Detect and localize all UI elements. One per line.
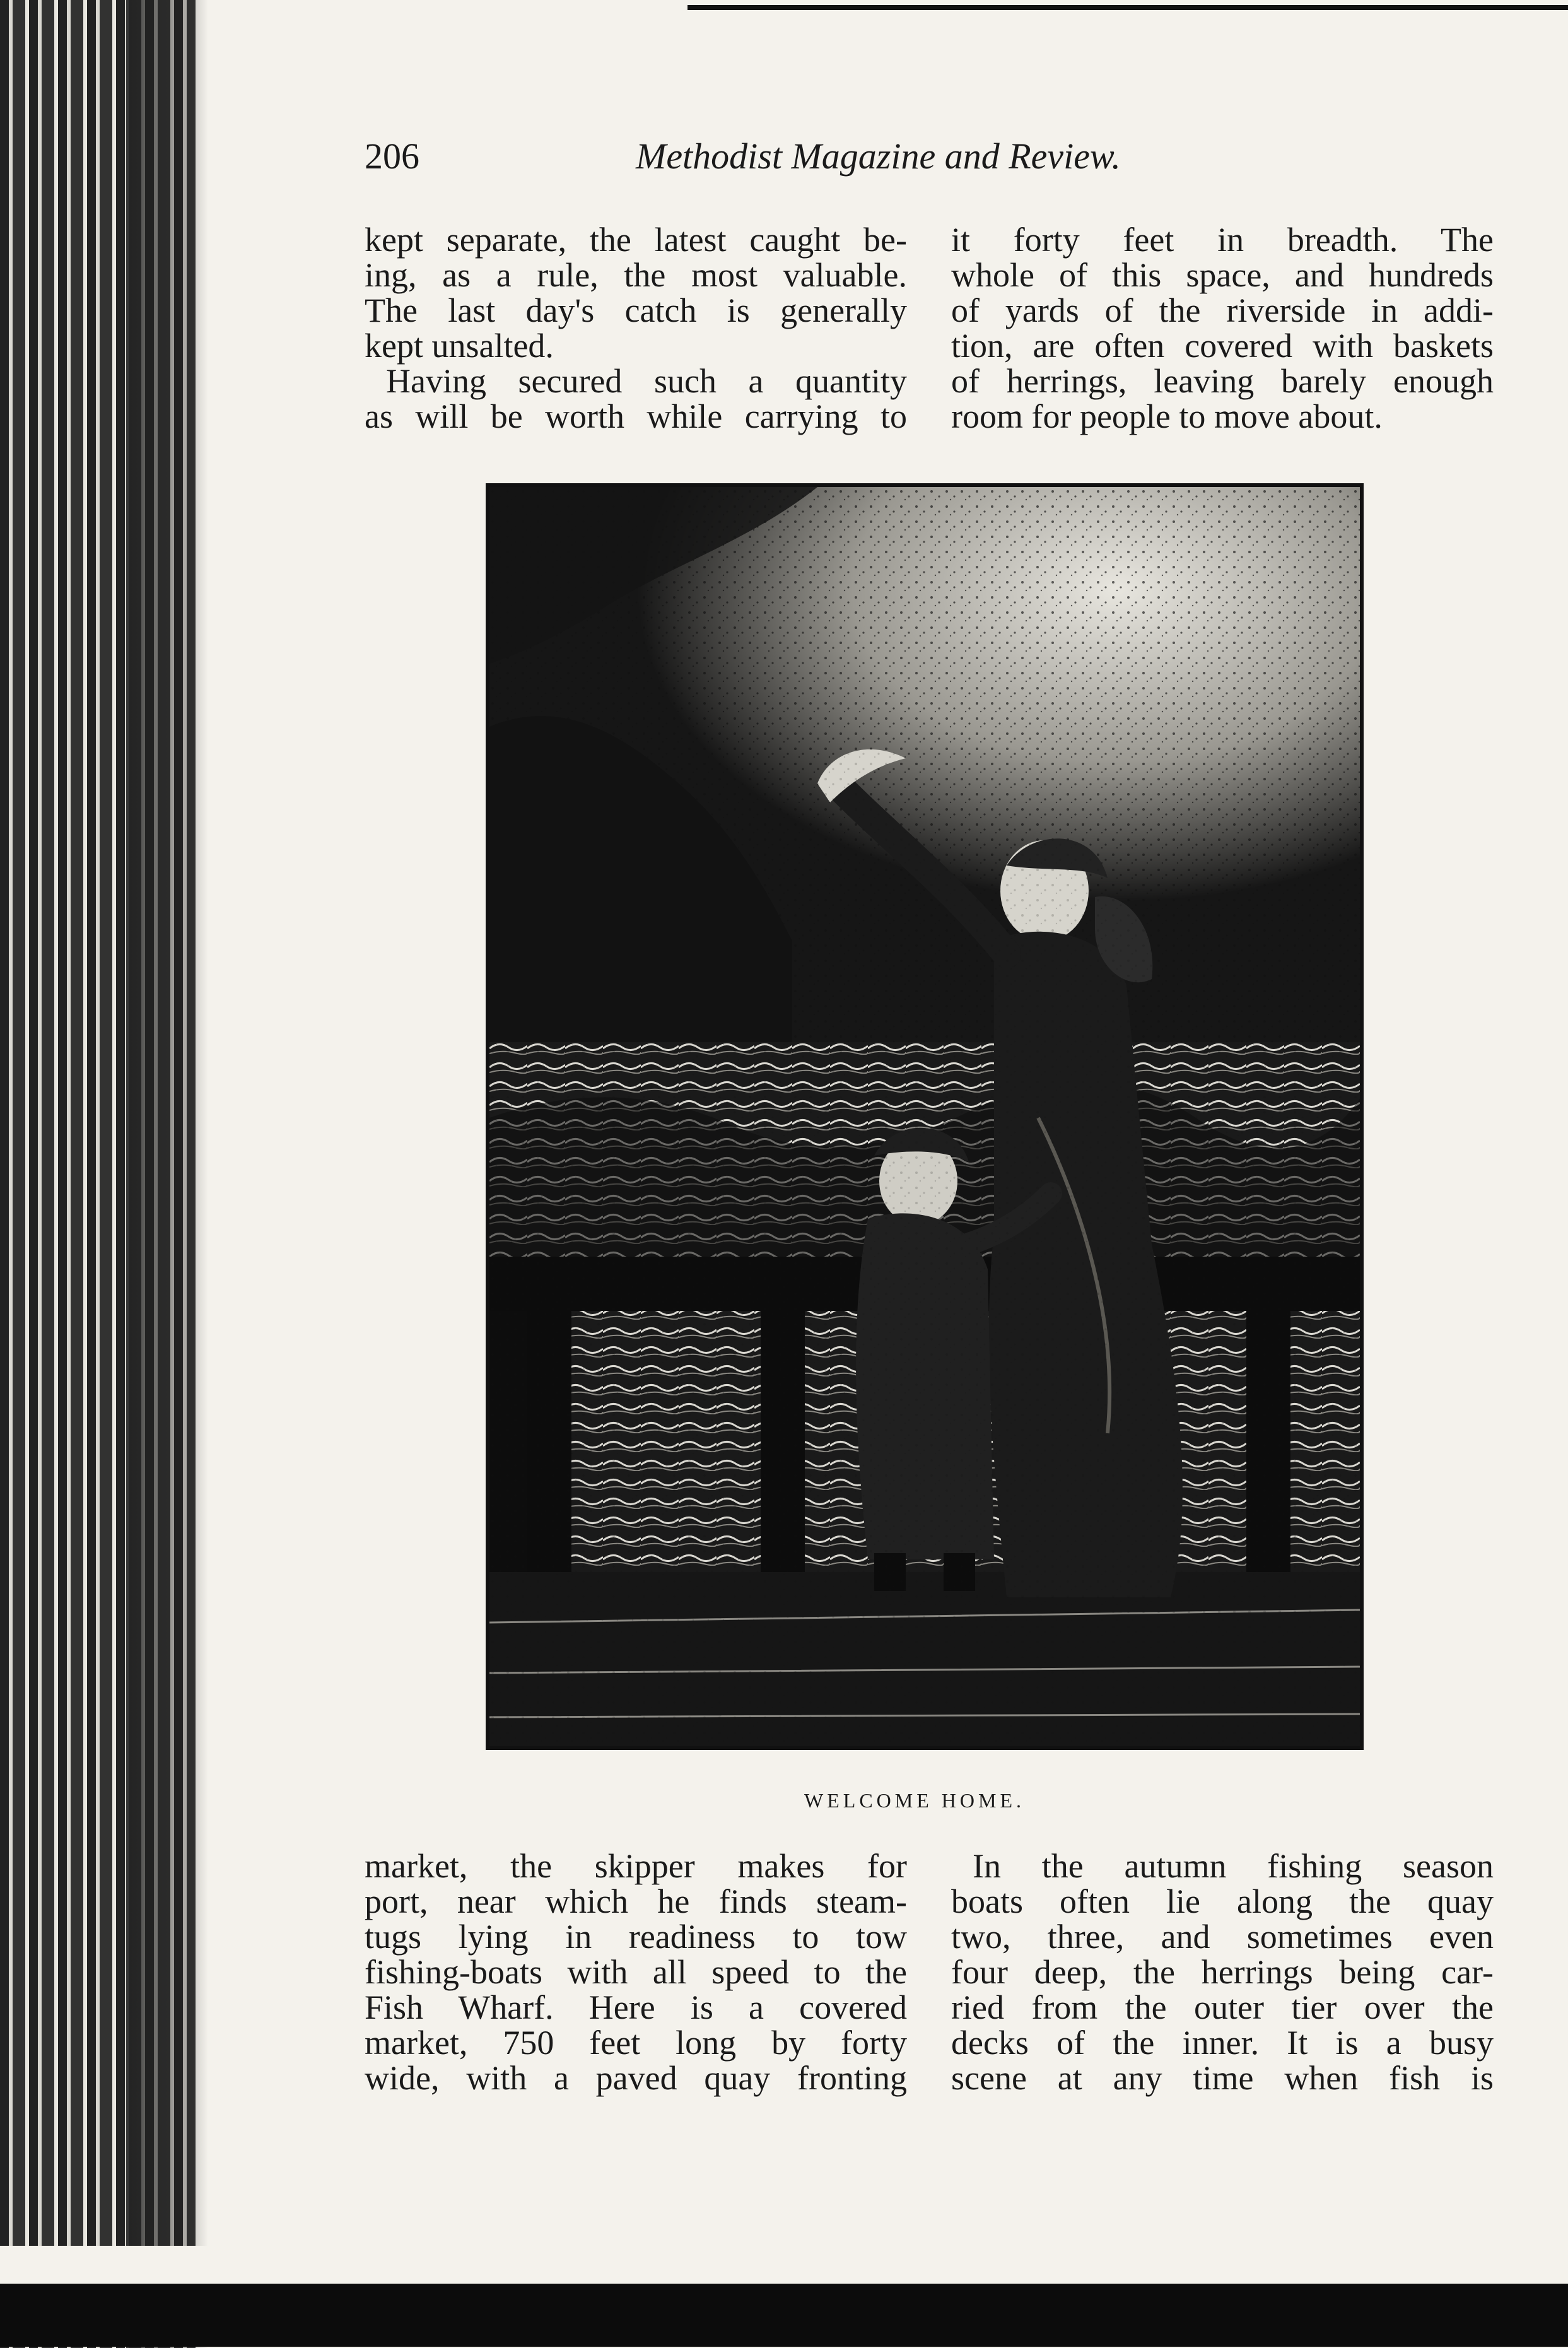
text-line: tugs lying in readiness to tow bbox=[365, 1918, 907, 1956]
text-line: as will be worth while carrying to bbox=[365, 397, 907, 435]
text-line: room for people to move about. bbox=[951, 397, 1383, 435]
text-line: tion, are often covered with baskets bbox=[951, 327, 1494, 365]
bottom-left-column bbox=[365, 1848, 907, 2096]
text-line: boats often lie along the quay bbox=[951, 1882, 1494, 1920]
engraving bbox=[489, 487, 1360, 1746]
text-line: Having secured such a quantity bbox=[386, 362, 907, 400]
illustration-welcome-home bbox=[486, 483, 1364, 1750]
text-line: kept separate, the latest caught be- bbox=[365, 221, 907, 259]
bottom-right-column bbox=[951, 1848, 1494, 2096]
text-line: of herrings, leaving barely enough bbox=[951, 362, 1494, 400]
engraving-texture bbox=[489, 487, 1360, 1746]
text-line: The last day's catch is generally bbox=[365, 291, 907, 329]
text-line: two, three, and sometimes even bbox=[951, 1918, 1494, 1956]
text-line: In the autumn fishing season bbox=[973, 1847, 1494, 1885]
text-line: ried from the outer tier over the bbox=[951, 1988, 1494, 2026]
text-line: wide, with a paved quay fronting bbox=[365, 2059, 907, 2097]
text-line: ing, as a rule, the most valuable. bbox=[365, 256, 907, 294]
text-line: fishing-boats with all speed to the bbox=[365, 1953, 907, 1991]
text-line: kept unsalted. bbox=[365, 327, 554, 365]
text-line: scene at any time when fish is bbox=[951, 2059, 1494, 2097]
text-line: market, 750 feet long by forty bbox=[365, 2024, 907, 2062]
top-right-column bbox=[951, 222, 1494, 434]
top-rule bbox=[687, 5, 1568, 10]
text-line: of yards of the riverside in addi- bbox=[951, 291, 1494, 329]
text-line: whole of this space, and hundreds bbox=[951, 256, 1494, 294]
text-line: four deep, the herrings being car- bbox=[951, 1953, 1494, 1991]
text-line: port, near which he finds steam- bbox=[365, 1882, 907, 1920]
figure-caption: WELCOME HOME. bbox=[804, 1789, 1025, 1812]
journal-title: Methodist Magazine and Review. bbox=[636, 136, 1121, 177]
running-head bbox=[365, 131, 1248, 182]
page-number: 206 bbox=[365, 136, 419, 177]
text-line: decks of the inner. It is a busy bbox=[951, 2024, 1494, 2062]
top-left-column bbox=[365, 222, 907, 434]
scan-bottom-edge bbox=[0, 2246, 1568, 2347]
text-line: it forty feet in breadth. The bbox=[951, 221, 1494, 259]
gutter-shadow bbox=[126, 0, 208, 2348]
text-line: market, the skipper makes for bbox=[365, 1847, 907, 1885]
text-line: Fish Wharf. Here is a covered bbox=[365, 1988, 907, 2026]
